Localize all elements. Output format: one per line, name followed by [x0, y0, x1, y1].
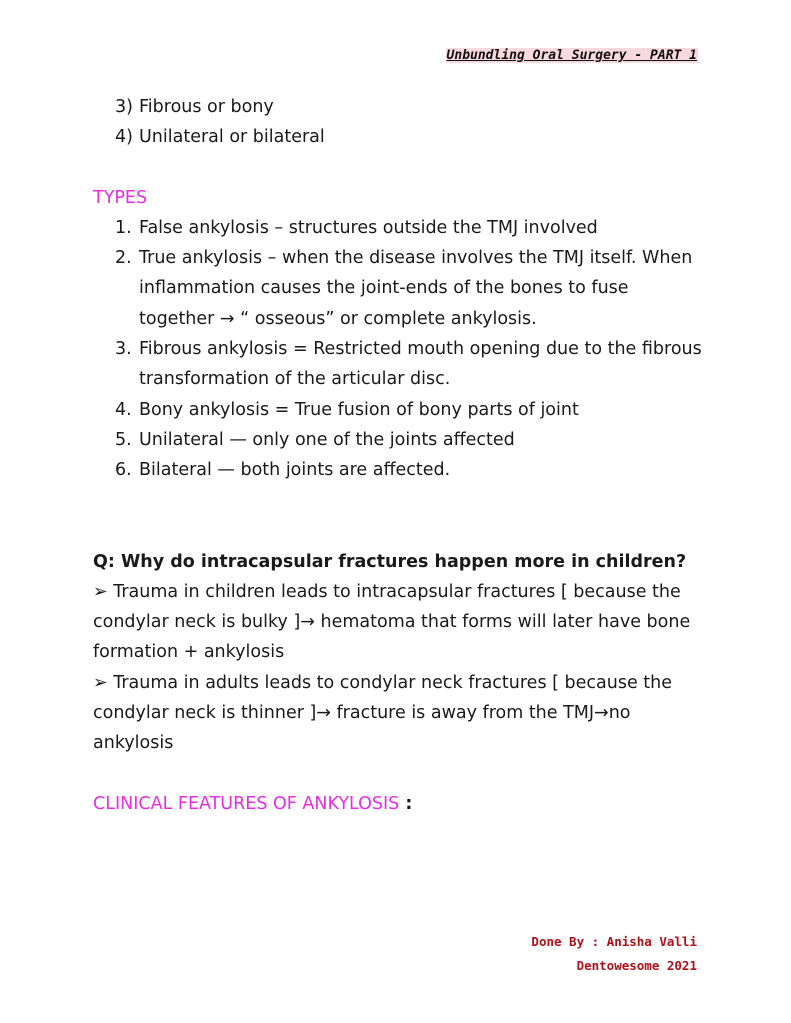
list-item-number: 4. [115, 399, 132, 420]
list-item [93, 243, 703, 334]
list-item-number: 3) [115, 97, 133, 117]
list-item-number: 4) [115, 127, 133, 148]
spacer [93, 486, 703, 547]
footer-brand: Dentowesome 2021 [576, 958, 697, 973]
list-item [93, 92, 703, 122]
spacer [93, 153, 703, 183]
list-item [93, 455, 703, 485]
list-item [93, 334, 703, 395]
footer-author: Done By : Anisha Valli [531, 934, 697, 949]
list-item-text: Fibrous ankylosis = Restricted mouth opening due to the fibrous transformation of the articular disc. [139, 339, 702, 390]
list-item [93, 122, 703, 152]
list-item [93, 395, 703, 425]
types-list [93, 213, 703, 486]
list-item-text: Fibrous or bony [139, 97, 274, 117]
types-heading: TYPES [93, 187, 148, 208]
intro-list [93, 92, 703, 153]
list-item-text: Unilateral — only one of the joints affected [139, 429, 515, 450]
clinical-features-heading: CLINICAL FEATURES OF ANKYLOSIS [93, 793, 400, 814]
document-header-title: Unbundling Oral Surgery - PART 1 [446, 48, 697, 63]
spacer [93, 759, 703, 789]
list-item-number: 3. [115, 339, 132, 360]
page-content [93, 92, 703, 819]
list-item-number: 6. [115, 460, 132, 481]
list-item-number: 1. [115, 217, 132, 238]
list-item-text: True ankylosis – when the disease involves the TMJ itself. When inflammation causes the joint-ends of the bones to fuse together → “ osseous” or complete ankylosis. [139, 248, 693, 329]
question-title: Q: Why do intracapsular fractures happen more in children? [93, 551, 687, 572]
answer-paragraph: ➢ Trauma in adults leads to condylar neck fractures [ because the condylar neck is thinner ]→ fracture is away from the TMJ→no ankylosis [93, 672, 672, 754]
list-item-number: 2. [115, 248, 132, 269]
list-item-number: 5. [115, 429, 132, 450]
list-item-text: False ankylosis – structures outside the TMJ involved [139, 217, 598, 238]
list-item-text: Bilateral — both joints are affected. [139, 460, 451, 481]
list-item-text: Bony ankylosis = True fusion of bony parts of joint [139, 399, 579, 420]
list-item [93, 213, 703, 243]
clinical-features-heading-row [93, 789, 703, 819]
list-item [93, 425, 703, 455]
answer-paragraph: ➢ Trauma in children leads to intracapsular fractures [ because the condylar neck is bulky ]→ hematoma that forms will later have bone formation + ankylosis [93, 581, 691, 663]
heading-colon: : [399, 793, 413, 814]
list-item-text: Unilateral or bilateral [139, 127, 325, 148]
